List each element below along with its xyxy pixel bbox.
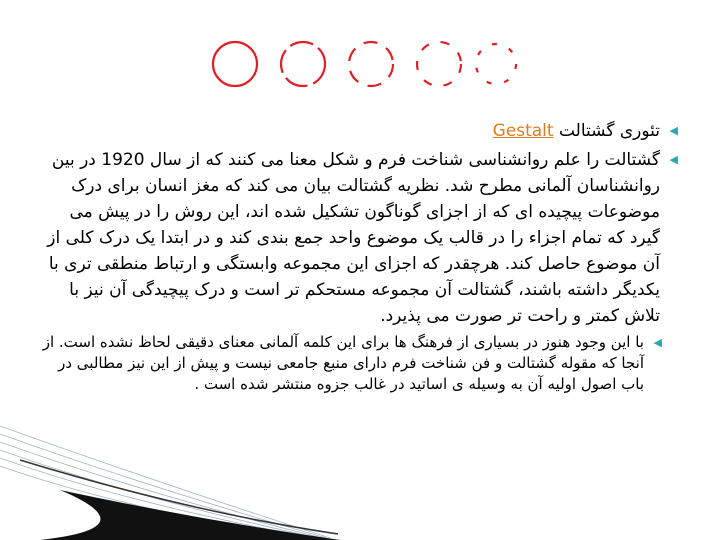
bullet-paragraph-1	[40, 147, 678, 329]
triangle-right-icon: ◀	[669, 124, 678, 137]
circle-dash-2	[349, 42, 393, 86]
triangle-right-icon: ◀	[669, 153, 678, 166]
circle-dash-4	[476, 44, 516, 84]
gestalt-link[interactable]: Gestalt	[492, 121, 554, 141]
circle-solid	[213, 42, 257, 86]
paragraph-1-text: گشتالت را علم روانشناسی شناخت فرم و شکل معنا می کنند که از سال 1920 در بین روانشناسان آلمانی مطرح شد. نظریه گشتالت بیان می کند که مغز انسان برای درک موضوعات پیچیده ای که از اجزای گوناگون تشکیل شده اند، این روش را در پیش می گیرد که تمام اجزاء را در قالب یک موضوع واحد جمع بندی کند و در ابتدا یک درک کلی از آن موضوع حاصل کند. هرچقدر که اجزای این مجموعه وابستگی و ارتباط منطقی تری با یکدیگر داشته باشند، گشتالت آن مجموعه مستحکم تر است و درک پیچیدگی آن نیز با تلاش کمتر و راحت تر صورت می پذیرد.	[47, 150, 660, 326]
decorative-swoosh	[0, 420, 340, 540]
paragraph-2-text: با این وجود هنوز در بسیاری از فرهنگ ها برای این کلمه آلمانی معنای دقیقی لحاظ نشده است. از آنجا که مقوله گشتالت و فن شناخت فرم دارای منبع جامعی نیست و پیش از این نیز مطالبی در باب اصول اولیه آن به وسیله ی اساتید در غالب جزوه منتشر شده است .	[42, 333, 644, 393]
title-text: تئوری گشتالت	[558, 121, 660, 141]
circle-dash-1	[281, 42, 325, 86]
bullet-title	[40, 118, 678, 144]
slide-content	[40, 118, 678, 398]
circle-dash-3	[417, 42, 461, 86]
gestalt-dashed-circles-icon	[200, 28, 520, 98]
bullet-paragraph-2	[40, 332, 678, 395]
triangle-right-icon: ◀	[653, 336, 662, 349]
